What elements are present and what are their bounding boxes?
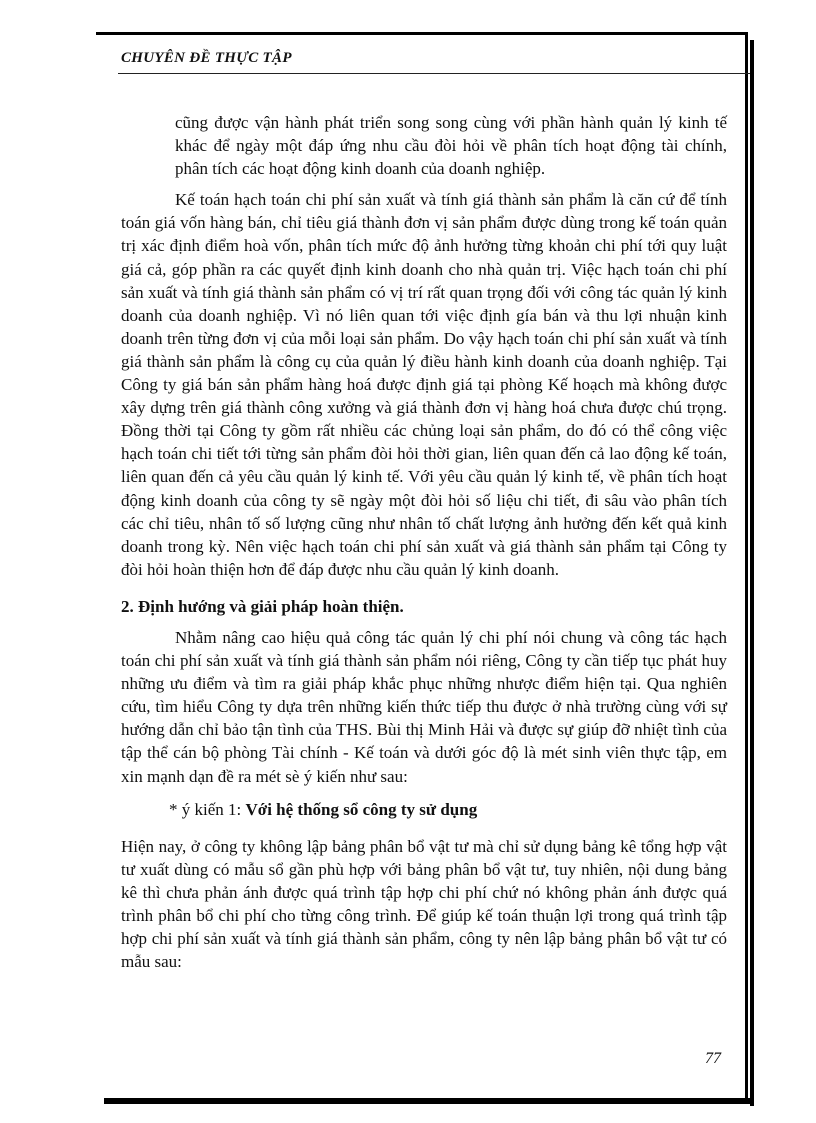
- page-border-shadow-bottom: [104, 1098, 754, 1104]
- paragraph-ledger-system: Hiện nay, ở công ty không lập bảng phân bổ vật tư mà chỉ sử dụng bảng kê tổng hợp vật tư xuất dùng có mẫu sổ gần phù hợp với bảng phân bổ vật tư, tuy nhiên, nội dung bảng kê thì chưa phản ánh được quá trình tập hợp chi phí chứ nó không phản ánh được quá trình phân bổ chi phí cho từng công trình. Để giúp kế toán thuận lợi trong quá trình tập hợp chi phí sản xuất và tính giá thành sản phẩm, công ty nên lập bảng phân bổ vật tư có mẫu sau:: [121, 836, 727, 972]
- idea-title: Với hệ thống sổ công ty sử dụng: [245, 799, 478, 819]
- paragraph-orientation: Nhằm nâng cao hiệu quả công tác quản lý chi phí nói chung và công tác hạch toán chi phí sản xuất và tính giá thành sản phẩm nói riêng, Công ty cần tiếp tục phát huy những ưu điểm và tìm ra giải pháp khắc phục những nhược điểm hiện tại. Qua nghiên cứu, tìm hiểu Công ty dựa trên những kiến thức tiếp thu được ở nhà trường cùng với sự hướng dẫn chỉ bảo tận tình của THS. Bùi thị Minh Hải và được sự giúp đỡ nhiệt tình của tập thể cán bộ phòng Tài chính - Kế toán và dưới góc độ là mét sinh viên thực tập, em xin mạnh dạn đề ra mét sè ý kiến như sau:: [121, 627, 727, 786]
- paragraph-continuation: cũng được vận hành phát triển song song cùng với phần hành quản lý kinh tế khác để ngày một đáp ứng nhu cầu đòi hỏi về phân tích hoạt động tài chính, phân tích các hoạt động kinh doanh của doanh nghiệp.: [175, 113, 727, 179]
- page-number: 77: [705, 1050, 721, 1067]
- idea-heading: [169, 798, 727, 821]
- idea-prefix: * ý kiến 1:: [169, 799, 246, 819]
- header-title: CHUYÊN ĐỀ THỰC TẬP: [121, 50, 292, 66]
- header-divider: [118, 73, 750, 74]
- page-border-shadow-right: [750, 40, 754, 1106]
- section-heading: 2. Định hướng và giải pháp hoàn thiện.: [121, 596, 404, 616]
- document-body: [121, 111, 727, 973]
- paragraph-cost-accounting: Kế toán hạch toán chi phí sản xuất và tính giá thành sản phẩm là căn cứ để tính toán giá vốn hàng bán, chỉ tiêu giá thành đơn vị sản phẩm được dùng trong kế toán quản trị xác định điểm hoà vốn, phân tích mức độ ảnh hưởng từng khoản chi phí tới quy luật giá cả, góp phần ra các quyết định kinh doanh cho nhà quản trị. Việc hạch toán chi phí sản xuất và tính giá thành sản phẩm có vị trí rất quan trọng đối với công tác quản lý kinh doanh của doanh nghiệp. Vì nó liên quan tới việc định gía bán và thu lợi nhuận kinh doanh trên từng đơn vị của mỗi loại sản phẩm. Do vậy hạch toán chi phí sản xuất và tính giá thành sản phẩm là công cụ của quản lý điều hành kinh doanh của doanh nghiệp. Tại Công ty giá bán sản phẩm hàng hoá được định giá tại phòng Kế hoạch mà không được xây dựng trên giá thành công xưởng và giá thành đơn vị hàng hoá chưa được chú trọng. Đồng thời tại Công ty gồm rất nhiều các chủng loại sản phẩm, do đó có thể công việc hạch toán chi tiết tới từng sản phẩm đòi hỏi thời gian, liên quan đến cả lao động kế toán, liên quan đến cả yêu cầu quản lý kinh tế. Với yêu cầu quản lý kinh tế, về phân tích hoạt động kinh doanh của công ty sẽ ngày một đòi hỏi số liệu chi tiết, đi sâu vào phân tích các chỉ tiêu, nhân tố số lượng cũng như nhân tố chất lượng ảnh hưởng đến kết quả kinh doanh trong kỳ. Nên việc hạch toán chi phí sản xuất và giá thành sản phẩm tại Công ty đòi hỏi hoàn thiện hơn để đáp được nhu cầu quản lý kinh doanh.: [121, 190, 727, 579]
